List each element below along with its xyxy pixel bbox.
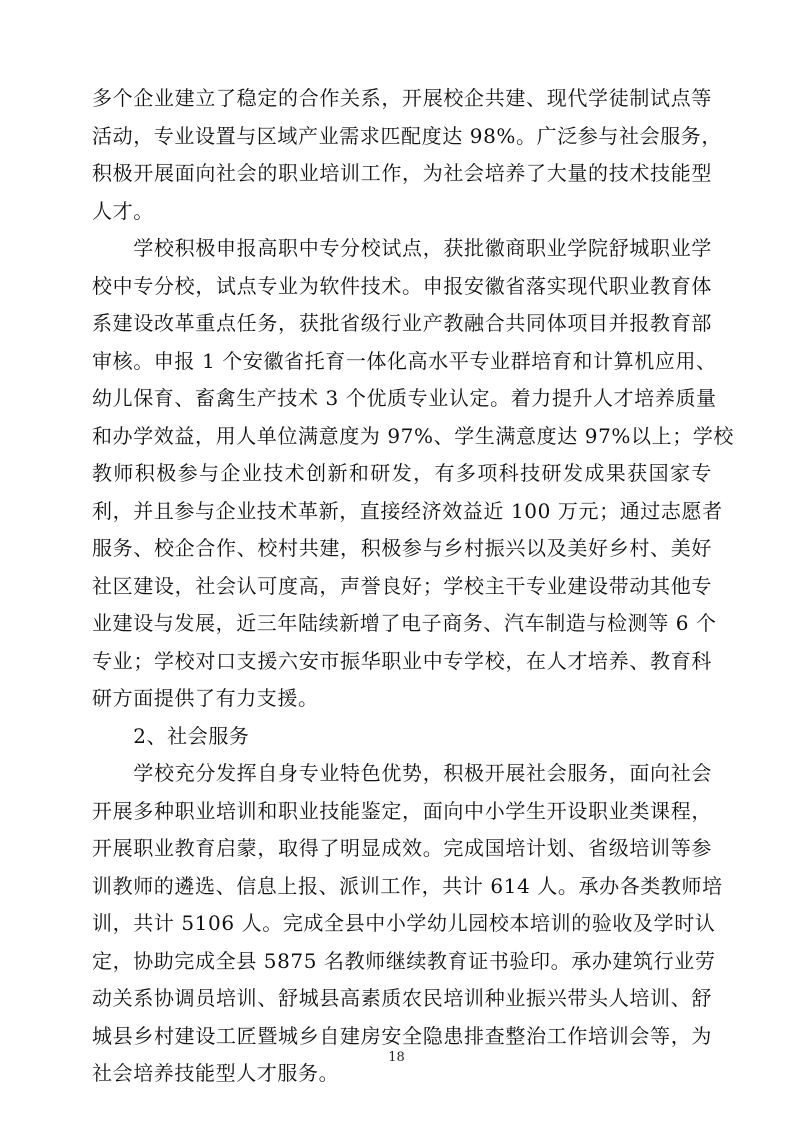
text-line: 利，并且参与企业技术革新，直接经济效益近 100 万元；通过志愿者 (92, 498, 723, 523)
text-line: 开展职业教育启蒙，取得了明显成效。完成国培计划、省级培训等参 (92, 836, 712, 860)
text-line: 多个企业建立了稳定的合作关系，开展校企共建、现代学徒制试点等 (92, 86, 712, 110)
text-line: 训教师的遴选、信息上报、派训工作，共计 614 人。承办各类教师培 (92, 873, 723, 898)
text-line: 审核。申报 1 个安徽省托育一体化高水平专业群培育和计算机应用、 (92, 348, 717, 373)
text-line: 研方面提供了有力支援。 (92, 686, 319, 710)
text-line: 动关系协调员培训、舒城县高素质农民培训种业振兴带头人培训、舒 (92, 986, 712, 1010)
text-line: 校中专分校，试点专业为软件技术。申报安徽省落实现代职业教育体 (92, 273, 712, 298)
text-line: 积极开展面向社会的职业培训工作，为社会培养了大量的技术技能型 (92, 161, 712, 185)
text-line: 学校积极申报高职中专分校试点，获批徽商职业学院舒城职业学 (92, 236, 712, 260)
text-line: 社会培养技能型人才服务。 (92, 1061, 340, 1085)
body-text (92, 80, 735, 1093)
text-line: 开展多种职业培训和职业技能鉴定，面向中小学生开设职业类课程， (92, 798, 712, 823)
text-line: 活动，专业设置与区域产业需求匹配度达 98%。广泛参与社会服务， (92, 123, 723, 148)
text-line: 系建设改革重点任务，获批省级行业产教融合共同体项目并报教育部 (92, 311, 712, 335)
text-line: 教师积极参与企业技术创新和研发，有多项科技研发成果获国家专 (92, 461, 712, 485)
text-line: 业建设与发展，近三年陆续新增了电子商务、汽车制造与检测等 6 个 (92, 611, 717, 635)
text-line: 和办学效益，用人单位满意度为 97%、学生满意度达 97%以上；学校 (92, 423, 735, 448)
text-line: 幼儿保育、畜禽生产技术 3 个优质专业认定。着力提升人才培养质量 (92, 386, 717, 410)
text-line: 训，共计 5106 人。完成全县中小学幼儿园校本培训的验收及学时认 (92, 911, 716, 935)
text-line: 社区建设，社会认可度高，声誉良好；学校主干专业建设带动其他专 (92, 573, 712, 598)
section-heading: 2、社会服务 (92, 723, 250, 748)
text-line: 服务、校企合作、校村共建，积极参与乡村振兴以及美好乡村、美好 (92, 536, 712, 560)
page-number: 18 (388, 1050, 405, 1065)
text-line: 城县乡村建设工匠暨城乡自建房安全隐患排查整治工作培训会等，为 (92, 1023, 712, 1048)
text-line: 定，协助完成全县 5875 名教师继续教育证书验印。承办建筑行业劳 (92, 948, 716, 973)
text-line: 人才。 (92, 198, 154, 223)
text-line: 专业；学校对口支援六安市振华职业中专学校，在人才培养、教育科 (92, 648, 712, 673)
text-line: 学校充分发挥自身专业特色优势，积极开展社会服务，面向社会 (92, 761, 712, 785)
